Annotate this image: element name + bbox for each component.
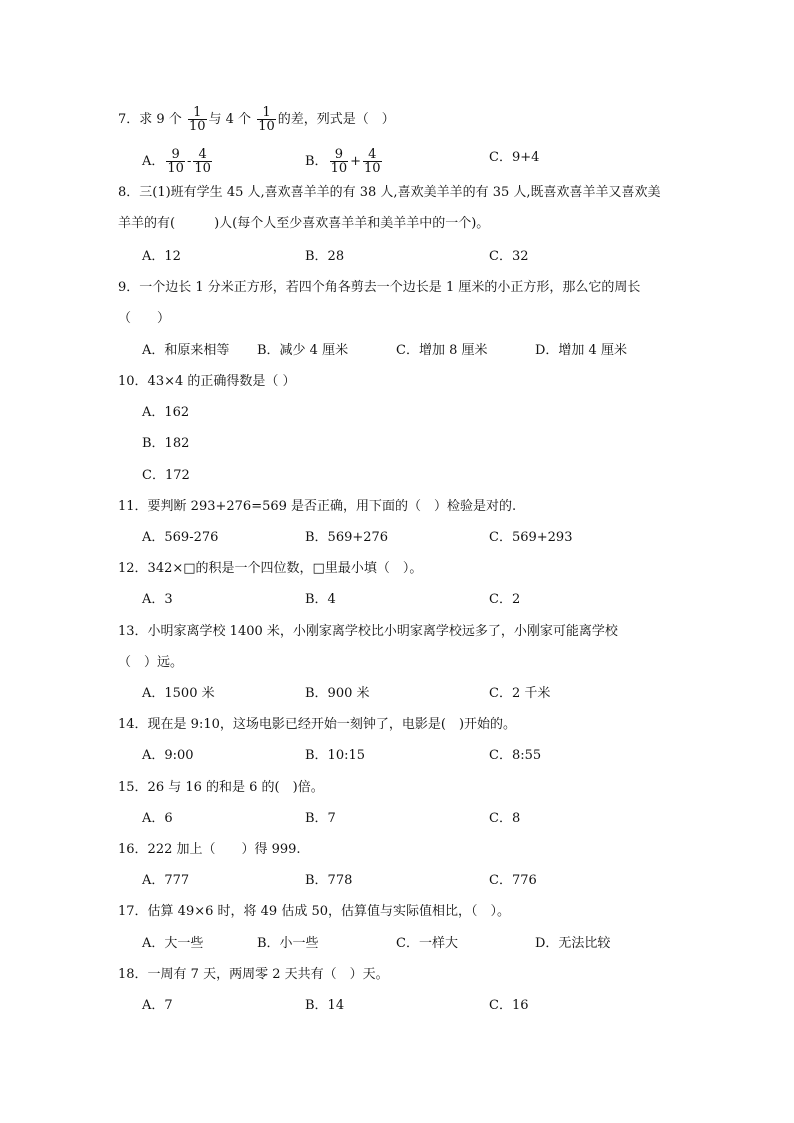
question-9-option-d[interactable]: D．增加 4 厘米 xyxy=(535,343,627,358)
question-10-option-b[interactable]: B．182 xyxy=(142,436,190,451)
operator: + xyxy=(350,154,362,169)
operator: - xyxy=(186,154,192,169)
question-15-option-b[interactable]: B．7 xyxy=(305,811,336,826)
fraction-one-tenth xyxy=(188,106,207,133)
question-9-line-2: （ ） xyxy=(118,311,171,326)
question-13-line-1: 13．小明家离学校 1400 米，小刚家离学校比小明家离学校远多了，小刚家可能离学校 xyxy=(118,624,618,639)
question-16-line-1: 16．222 加上（ ）得 999. xyxy=(118,842,301,857)
question-18-option-c[interactable]: C．16 xyxy=(489,998,529,1013)
fraction-numerator: 9 xyxy=(330,148,349,162)
fraction-numerator: 9 xyxy=(166,148,185,162)
question-7-suffix: 的差，列式是（ ） xyxy=(277,112,395,127)
fraction-denominator: 10 xyxy=(258,119,275,134)
fraction-denominator: 10 xyxy=(188,119,206,134)
question-13-line-2: （ ）远。 xyxy=(118,655,184,670)
question-7-prefix: 7．求 9 个 xyxy=(118,112,182,127)
question-9-option-b[interactable]: B．减少 4 厘米 xyxy=(257,343,349,358)
question-7-option-c[interactable]: C．9+4 xyxy=(489,150,540,165)
question-11-line-1: 11．要判断 293+276=569 是否正确，用下面的（ ）检验是对的. xyxy=(118,499,517,514)
fraction xyxy=(166,148,185,175)
fraction xyxy=(330,148,349,175)
question-12-line-1: 12．342×□的积是一个四位数，□里最小填（ ）。 xyxy=(118,561,423,576)
question-10-option-a[interactable]: A．162 xyxy=(142,405,190,420)
question-9-option-c[interactable]: C．增加 8 厘米 xyxy=(396,343,488,358)
question-16-option-a[interactable]: A．777 xyxy=(142,873,190,888)
question-14-option-b[interactable]: B．10:15 xyxy=(305,748,366,763)
question-12-option-b[interactable]: B．4 xyxy=(305,592,336,607)
question-11-option-a[interactable]: A．569-276 xyxy=(142,530,219,545)
option-label: A． xyxy=(142,154,165,169)
question-17-option-c[interactable]: C．一样大 xyxy=(396,936,458,951)
question-18-option-b[interactable]: B．14 xyxy=(305,998,345,1013)
question-14-option-a[interactable]: A．9:00 xyxy=(142,748,194,763)
question-15-line-1: 15．26 与 16 的和是 6 的( )倍。 xyxy=(118,780,324,795)
fraction-numerator: 1 xyxy=(257,106,276,120)
question-12-option-a[interactable]: A．3 xyxy=(142,592,173,607)
question-16-option-c[interactable]: C．776 xyxy=(489,873,537,888)
fraction-numerator: 4 xyxy=(363,148,382,162)
question-15-option-c[interactable]: C．8 xyxy=(489,811,521,826)
question-8-line-2: 羊羊的有( )人(每个人至少喜欢喜羊羊和美羊羊中的一个)。 xyxy=(118,216,490,231)
option-label: B． xyxy=(305,154,328,169)
question-18-option-a[interactable]: A．7 xyxy=(142,998,173,1013)
question-15-option-a[interactable]: A．6 xyxy=(142,811,173,826)
question-17-option-d[interactable]: D．无法比较 xyxy=(535,936,611,951)
question-14-line-1: 14．现在是 9:10，这场电影已经开始一刻钟了，电影是( )开始的。 xyxy=(118,717,517,732)
question-17-line-1: 17．估算 49×6 时，将 49 估成 50，估算值与实际值相比，（ ）。 xyxy=(118,904,510,919)
fraction-denominator: 10 xyxy=(167,161,184,176)
fraction-denominator: 10 xyxy=(330,161,348,176)
question-17-option-a[interactable]: A．大一些 xyxy=(142,936,204,951)
question-8-option-b[interactable]: B．28 xyxy=(305,249,345,264)
fraction-numerator: 1 xyxy=(188,106,207,120)
question-9-option-a[interactable]: A．和原来相等 xyxy=(142,343,230,358)
question-8-option-a[interactable]: A．12 xyxy=(142,249,181,264)
question-8-line-1: 8．三(1)班有学生 45 人,喜欢喜羊羊的有 38 人,喜欢美羊羊的有 35 人,既喜欢喜羊羊又喜欢美 xyxy=(118,185,661,200)
question-7-option-b[interactable] xyxy=(305,148,384,175)
question-8-option-c[interactable]: C．32 xyxy=(489,249,529,264)
question-18-line-1: 18．一周有 7 天，两周零 2 天共有（ ）天。 xyxy=(118,967,389,982)
question-13-option-a[interactable]: A．1500 米 xyxy=(142,686,215,701)
fraction-denominator: 10 xyxy=(364,161,381,176)
question-7-option-a[interactable] xyxy=(142,148,214,175)
question-13-option-b[interactable]: B．900 米 xyxy=(305,686,370,701)
question-16-option-b[interactable]: B．778 xyxy=(305,873,353,888)
question-14-option-c[interactable]: C．8:55 xyxy=(489,748,542,763)
fraction-denominator: 10 xyxy=(194,161,211,176)
question-11-option-c[interactable]: C．569+293 xyxy=(489,530,573,545)
question-7 xyxy=(118,106,395,133)
question-13-option-c[interactable]: C．2 千米 xyxy=(489,686,551,701)
fraction-one-tenth xyxy=(257,106,276,133)
fraction xyxy=(193,148,212,175)
fraction-numerator: 4 xyxy=(193,148,212,162)
question-12-option-c[interactable]: C．2 xyxy=(489,592,521,607)
question-7-middle: 与 4 个 xyxy=(208,112,252,127)
question-11-option-b[interactable]: B．569+276 xyxy=(305,530,389,545)
question-10-line-1: 10．43×4 的正确得数是（ ） xyxy=(118,374,296,389)
question-9-line-1: 9．一个边长 1 分米正方形，若四个角各剪去一个边长是 1 厘米的小正方形，那么它的周长 xyxy=(118,280,641,295)
fraction xyxy=(363,148,382,175)
question-17-option-b[interactable]: B．小一些 xyxy=(257,936,319,951)
question-10-option-c[interactable]: C．172 xyxy=(142,468,190,483)
